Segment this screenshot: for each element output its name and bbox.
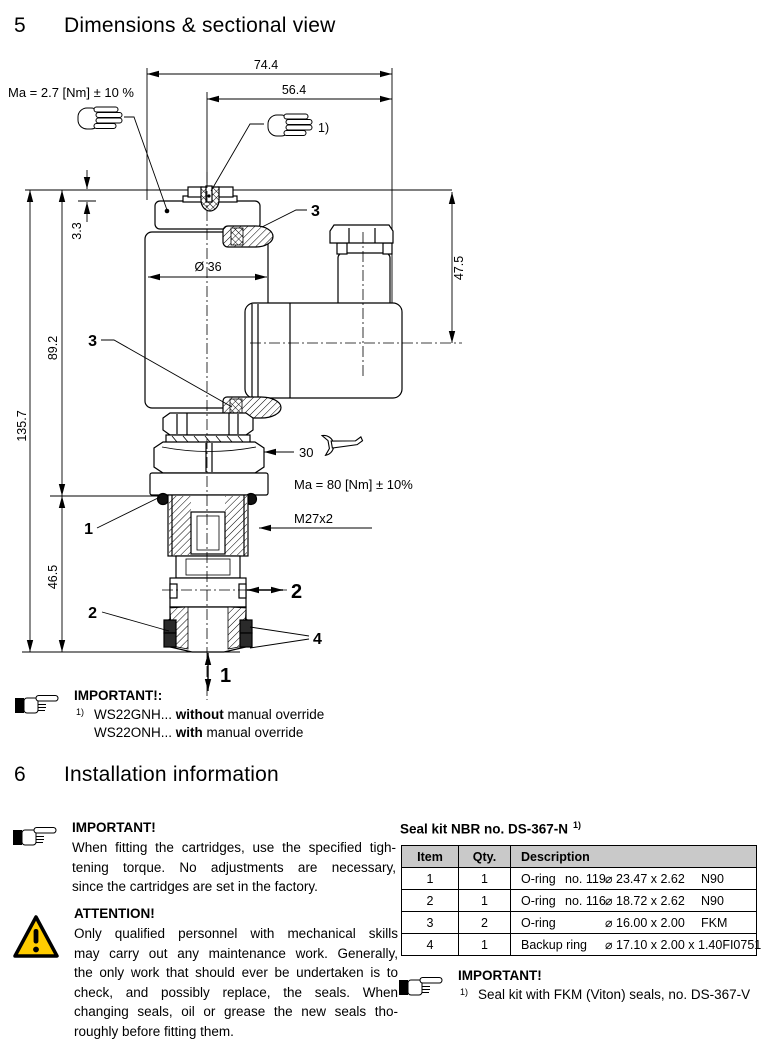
col-item: Item bbox=[402, 846, 459, 868]
cell-qty: 1 bbox=[459, 868, 511, 890]
seal-kit-title-ref: 1) bbox=[573, 820, 582, 830]
body-line: changing seals, oil or grease the new seals tho- bbox=[74, 1004, 398, 1019]
cell-item: 2 bbox=[402, 890, 459, 912]
table-row bbox=[402, 890, 757, 912]
cell-description: Backup ring ⌀ 17.10 x 2.00 x 1.40FI0751 bbox=[511, 934, 757, 956]
cell-qty: 2 bbox=[459, 912, 511, 934]
body-line: may carry out any maintenance work. Generally, bbox=[74, 945, 398, 961]
seal-kit-title bbox=[400, 820, 581, 837]
seal-kit-note-text: Seal kit with FKM (Viton) seals, no. DS-367-V bbox=[478, 987, 751, 1002]
attention-body bbox=[74, 924, 398, 1041]
push-hand-icon bbox=[268, 114, 312, 136]
seal-kit-note-title: IMPORTANT! bbox=[458, 968, 542, 983]
dim-74-4: 74.4 bbox=[253, 58, 279, 72]
open-end-wrench-icon bbox=[322, 429, 364, 455]
pointing-hand-icon bbox=[12, 824, 58, 850]
callout-1: 1 bbox=[84, 521, 93, 538]
install-important-block bbox=[12, 820, 396, 897]
seal-kit-note bbox=[398, 968, 750, 1004]
dim-135-7: 135.7 bbox=[15, 410, 29, 442]
cell-item: 4 bbox=[402, 934, 459, 956]
dim-89-2: 89.2 bbox=[46, 335, 60, 361]
body-line: the only work that should ever be undertaken is to bbox=[74, 965, 398, 980]
cell-description: O-ring ⌀ 16.00 x 2.00 FKM bbox=[511, 912, 757, 934]
attention-title: ATTENTION! bbox=[74, 906, 155, 921]
table-header-row bbox=[402, 846, 757, 868]
section6-heading bbox=[14, 763, 414, 789]
important-body bbox=[72, 838, 396, 897]
table-row bbox=[402, 934, 757, 956]
port-2-label: 2 bbox=[291, 581, 303, 603]
seal-kit-title-text: Seal kit NBR no. DS-367-N bbox=[400, 821, 569, 837]
install-attention-block bbox=[12, 906, 398, 1041]
important-title: IMPORTANT! bbox=[72, 820, 156, 835]
note-ref: 1) bbox=[76, 707, 85, 717]
dim-46-5: 46.5 bbox=[46, 564, 60, 590]
drawing-important-note bbox=[14, 688, 324, 742]
body-line: Only qualified personnel with mechanical skills bbox=[74, 926, 398, 941]
seal-kit-note-ref: 1) bbox=[460, 987, 469, 997]
section6-number: 6 bbox=[14, 763, 26, 786]
note-ref-label: 1) bbox=[318, 121, 330, 135]
valve-body-drawing bbox=[145, 186, 402, 652]
torque-nut-label: Ma = 80 [Nm] ± 10% bbox=[294, 477, 413, 492]
callout-4: 4 bbox=[313, 631, 322, 648]
cell-item: 3 bbox=[402, 912, 459, 934]
dim-56-4: 56.4 bbox=[281, 83, 307, 97]
body-line: since the cartridges are set in the factory. bbox=[72, 879, 318, 894]
body-line: roughly before fitting them. bbox=[74, 1023, 234, 1039]
callout-3-right: 3 bbox=[311, 203, 320, 220]
thread-label: M27x2 bbox=[294, 511, 334, 526]
note-line: WS22ONH... with manual override bbox=[94, 725, 304, 740]
wrench-size-label: 30 bbox=[299, 445, 314, 460]
warning-triangle-icon bbox=[12, 914, 60, 960]
dim-47-5: 47.5 bbox=[452, 255, 466, 281]
section5-number: 5 bbox=[14, 14, 26, 37]
note-title: IMPORTANT!: bbox=[74, 688, 163, 703]
section6-title: Installation information bbox=[64, 763, 279, 786]
note-line: WS22GNH... without manual override bbox=[94, 707, 325, 722]
col-description: Description bbox=[511, 846, 757, 868]
body-line: tening torque. No adjustments are necessary, bbox=[72, 859, 396, 875]
callout-3-left: 3 bbox=[88, 333, 97, 350]
table-row bbox=[402, 912, 757, 934]
torque-top-label: Ma = 2.7 [Nm] ± 10 % bbox=[8, 85, 134, 100]
dimensional-sectional-drawing bbox=[0, 0, 470, 705]
cell-qty: 1 bbox=[459, 934, 511, 956]
section5-title: Dimensions & sectional view bbox=[64, 14, 336, 37]
cell-description: O-ring no. 116⌀ 18.72 x 2.62 N90 bbox=[511, 890, 757, 912]
port-1-label: 1 bbox=[220, 665, 232, 687]
push-hand-icon bbox=[78, 107, 122, 129]
dim-dia-36: Ø 36 bbox=[194, 260, 222, 274]
col-qty: Qty. bbox=[459, 846, 511, 868]
pointing-hand-icon bbox=[14, 692, 60, 718]
body-line: check, and possibly replace, the seals. When bbox=[74, 984, 398, 1000]
pointing-hand-icon bbox=[398, 974, 444, 1000]
table-row bbox=[402, 868, 757, 890]
cell-qty: 1 bbox=[459, 890, 511, 912]
cell-description: O-ring no. 119⌀ 23.47 x 2.62 N90 bbox=[511, 868, 757, 890]
cell-item: 1 bbox=[402, 868, 459, 890]
dim-3-3: 3.3 bbox=[70, 222, 84, 240]
push-point-dot bbox=[165, 209, 170, 214]
callout-2: 2 bbox=[88, 605, 97, 622]
body-line: When fitting the cartridges, use the specified tigh- bbox=[72, 840, 396, 855]
seal-kit-table bbox=[401, 845, 762, 956]
